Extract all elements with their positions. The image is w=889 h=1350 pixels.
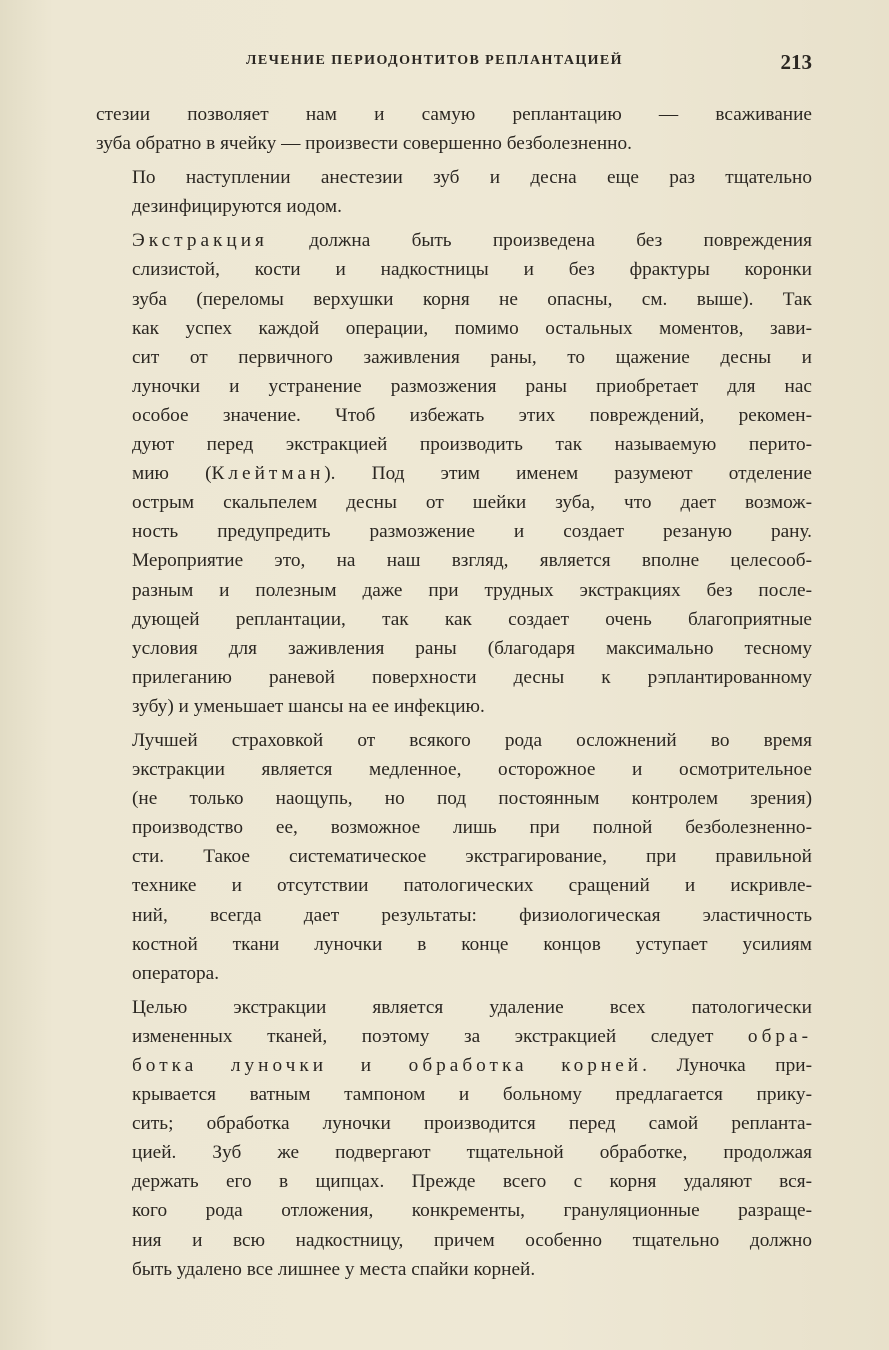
spaced-author-name: Клейтман xyxy=(211,463,325,485)
spaced-term: Экстракция xyxy=(132,230,268,252)
text-line xyxy=(96,226,812,255)
text-span: должна быть произведена без повреждения xyxy=(267,230,812,252)
text-line: (не только наощупь, но под постоянным контролем зрения) xyxy=(132,788,812,810)
paragraph xyxy=(96,100,812,158)
text-line: технике и отсутствии патологических сращений и искривле- xyxy=(132,875,812,897)
text-line: особое значение. Чтоб избежать этих повреждений, рекомен- xyxy=(132,404,812,426)
text-span: мию ( xyxy=(132,463,212,485)
page-header xyxy=(96,50,812,76)
text-line: По наступлении анестезии зуб и десна еще раз тщательно xyxy=(132,167,812,189)
paragraph xyxy=(96,993,812,1284)
text-line: зуба обратно в ячейку — произвести совершенно безболезненно. xyxy=(96,133,632,155)
text-line: сить; обработка луночки производится перед самой репланта- xyxy=(132,1113,812,1135)
text-line: цией. Зуб же подвергают тщательной обработке, продолжая xyxy=(132,1142,812,1164)
text-line: дующей реплантации, так как создает очень благоприятные xyxy=(132,608,812,630)
text-line: быть удалено все лишнее у места спайки корней. xyxy=(132,1258,536,1280)
text-span: измененных тканей, поэтому за экстракцией следует xyxy=(132,1025,748,1047)
paragraph xyxy=(96,726,812,988)
page-number: 213 xyxy=(780,50,812,74)
text-line: кого рода отложения, конкременты, грануляционные разраще- xyxy=(132,1200,812,1222)
text-line: Лучшей страховкой от всякого рода осложнений во время xyxy=(132,729,812,751)
text-line: дуют перед экстракцией производить так называемую перито- xyxy=(132,434,812,456)
text-line xyxy=(96,1051,812,1080)
text-span: ). Под этим именем разумеют отделение xyxy=(324,463,812,485)
text-line: Целью экстракции является удаление всех патологически xyxy=(132,996,812,1018)
text-line: производство ее, возможное лишь при полной безболезненно- xyxy=(132,817,812,839)
text-line: сти. Такое систематическое экстрагирование, при правильной xyxy=(132,846,812,868)
text-line: зуба (переломы верхушки корня не опасны, см. выше). Так xyxy=(132,288,812,310)
text-line: оператора. xyxy=(132,962,220,984)
text-line: сит от первичного заживления раны, то щажение десны и xyxy=(132,346,812,368)
text-line: дезинфицируются иодом. xyxy=(132,196,342,218)
text-line: острым скальпелем десны от шейки зуба, что дает возмож- xyxy=(132,492,812,514)
spaced-term: обра- xyxy=(747,1025,812,1047)
text-line: стезии позволяет нам и самую реплантацию — всаживание xyxy=(96,104,812,125)
text-line: прилеганию раневой поверхности десны к рэплантированному xyxy=(132,666,812,688)
text-line: ния и всю надкостницу, причем особенно тщательно должно xyxy=(132,1229,812,1251)
text-line xyxy=(96,459,812,488)
text-span: . Луночка при- xyxy=(642,1055,813,1076)
spaced-term: ботка луночки и обработка корней xyxy=(132,1055,643,1076)
text-line: крывается ватным тампоном и больному предлагается прику- xyxy=(132,1084,812,1106)
text-line: костной ткани луночки в конце концов уступает усилиям xyxy=(132,933,812,955)
text-line: разным и полезным даже при трудных экстракциях без после- xyxy=(132,579,812,601)
text-line: условия для заживления раны (благодаря максимально тесному xyxy=(132,637,812,659)
text-line: Мероприятие это, на наш взгляд, является вполне целесооб- xyxy=(132,550,812,572)
paragraph xyxy=(96,163,812,221)
text-line: ность предупредить размозжение и создает резаную рану. xyxy=(132,521,812,543)
text-line: луночки и устранение размозжения раны приобретает для нас xyxy=(132,375,812,397)
text-line: слизистой, кости и надкостницы и без фрактуры коронки xyxy=(132,259,812,281)
text-line: зубу) и уменьшает шансы на ее инфекцию. xyxy=(132,695,485,717)
text-line: как успех каждой операции, помимо остальных моментов, зави- xyxy=(132,317,812,339)
running-title: ЛЕЧЕНИЕ ПЕРИОДОНТИТОВ РЕПЛАНТАЦИЕЙ xyxy=(246,53,623,68)
text-line: ний, всегда дает результаты: физиологическая эластичность xyxy=(132,904,812,926)
text-line: экстракции является медленное, осторожное и осмотрительное xyxy=(132,759,812,781)
paragraph xyxy=(96,226,812,721)
text-line xyxy=(96,1022,812,1051)
body-text xyxy=(96,100,812,1289)
text-line: держать его в щипцах. Прежде всего с корня удаляют вся- xyxy=(132,1171,812,1193)
